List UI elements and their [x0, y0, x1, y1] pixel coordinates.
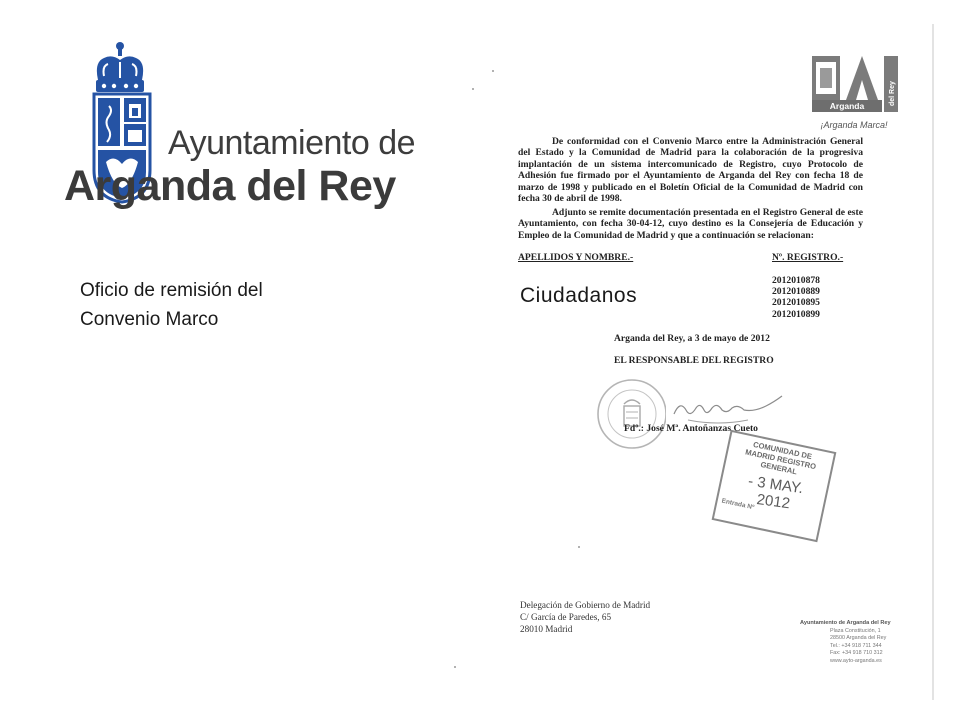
contact-line: Tel.: +34 918 711 344	[830, 642, 882, 649]
destination-address	[520, 600, 650, 635]
stamp-date: - 3 MAY. 2012	[747, 472, 805, 513]
contact-line: www.ayto-arganda.es	[830, 657, 882, 664]
scan-speck	[472, 88, 474, 90]
ciudadanos-label: Ciudadanos	[520, 284, 638, 307]
registro-item: 2012010899	[772, 308, 820, 320]
scan-speck	[492, 70, 494, 72]
caption	[80, 276, 340, 334]
contact-block	[800, 620, 900, 666]
page-edge	[932, 24, 934, 700]
brand-logo-icon	[806, 50, 902, 140]
brand-side-text: del Rey	[889, 81, 896, 106]
contact-line: Plaza Constitución, 1	[830, 627, 881, 634]
destination-line: 28010 Madrid	[520, 623, 573, 634]
contact-line: 28500 Arganda del Rey	[830, 635, 887, 642]
scanned-letter	[500, 20, 940, 700]
signer-name: Fdº.: José Mª. Antoñanzas Cueto	[624, 423, 758, 434]
destination-line: C/ García de Paredes, 65	[520, 611, 612, 622]
registro-item: 2012010878	[772, 275, 820, 286]
ayuntamiento-logo	[64, 40, 416, 210]
responsable-title: EL RESPONSABLE DEL REGISTRO	[614, 355, 774, 366]
crown-icon	[90, 40, 150, 96]
scan-speck	[454, 666, 456, 668]
stamp-entry: Entrada Nº	[721, 497, 755, 512]
brand-name: Arganda	[829, 101, 865, 111]
destination-line: Delegación de Gobierno de Madrid	[520, 600, 651, 610]
paragraph-2: Adjunto se remite documentación presentada en el Registro General de este Ayuntamiento, con fecha 30-04-12, cuyo destino es la Consejería de Educación y Empleo de la Comunidad de Madrid y que a continuación se relacionan:	[518, 207, 863, 241]
contact-line: Fax: +34 918 710 312	[830, 650, 883, 657]
caption-line-1: Oficio de remisión del	[80, 280, 263, 301]
scan-speck	[578, 546, 580, 548]
registro-item: 2012010889	[772, 286, 820, 298]
logo-line-2: Arganda del Rey	[64, 162, 396, 210]
date-line: Arganda del Rey, a 3 de mayo de 2012	[614, 333, 770, 344]
paragraph-1: De conformidad con el Convenio Marco entre la Administración General del Estado y la Comunidad de Madrid para la colaboración de la progresiva implantación de un sistema intercomunicado de Registro, cuyo Protocolo de Adhesión fue firmado por el Ayuntamiento de Arganda del Rey con fecha 18 de marzo de 1998 y publicado en el Boletín Oficial de la Comunidad de Madrid con fecha 30 de abril de 1998.	[518, 136, 863, 205]
stamp-header: COMUNIDAD DE MADRID REGISTRO GENERAL	[744, 439, 817, 477]
column-header-registro: Nº. REGISTRO.-	[772, 252, 844, 263]
brand-slogan: ¡Arganda Marca!	[820, 120, 888, 130]
registry-stamp	[712, 430, 837, 542]
seal-icon	[594, 366, 666, 462]
logo-line-1: Ayuntamiento de	[168, 124, 416, 162]
registro-item: 2012010895	[772, 297, 820, 309]
column-header-names: APELLIDOS Y NOMBRE.-	[518, 252, 634, 263]
caption-line-2: Convenio Marco	[80, 309, 219, 330]
contact-title: Ayuntamiento de Arganda del Rey	[800, 620, 891, 626]
registro-list	[772, 275, 820, 320]
